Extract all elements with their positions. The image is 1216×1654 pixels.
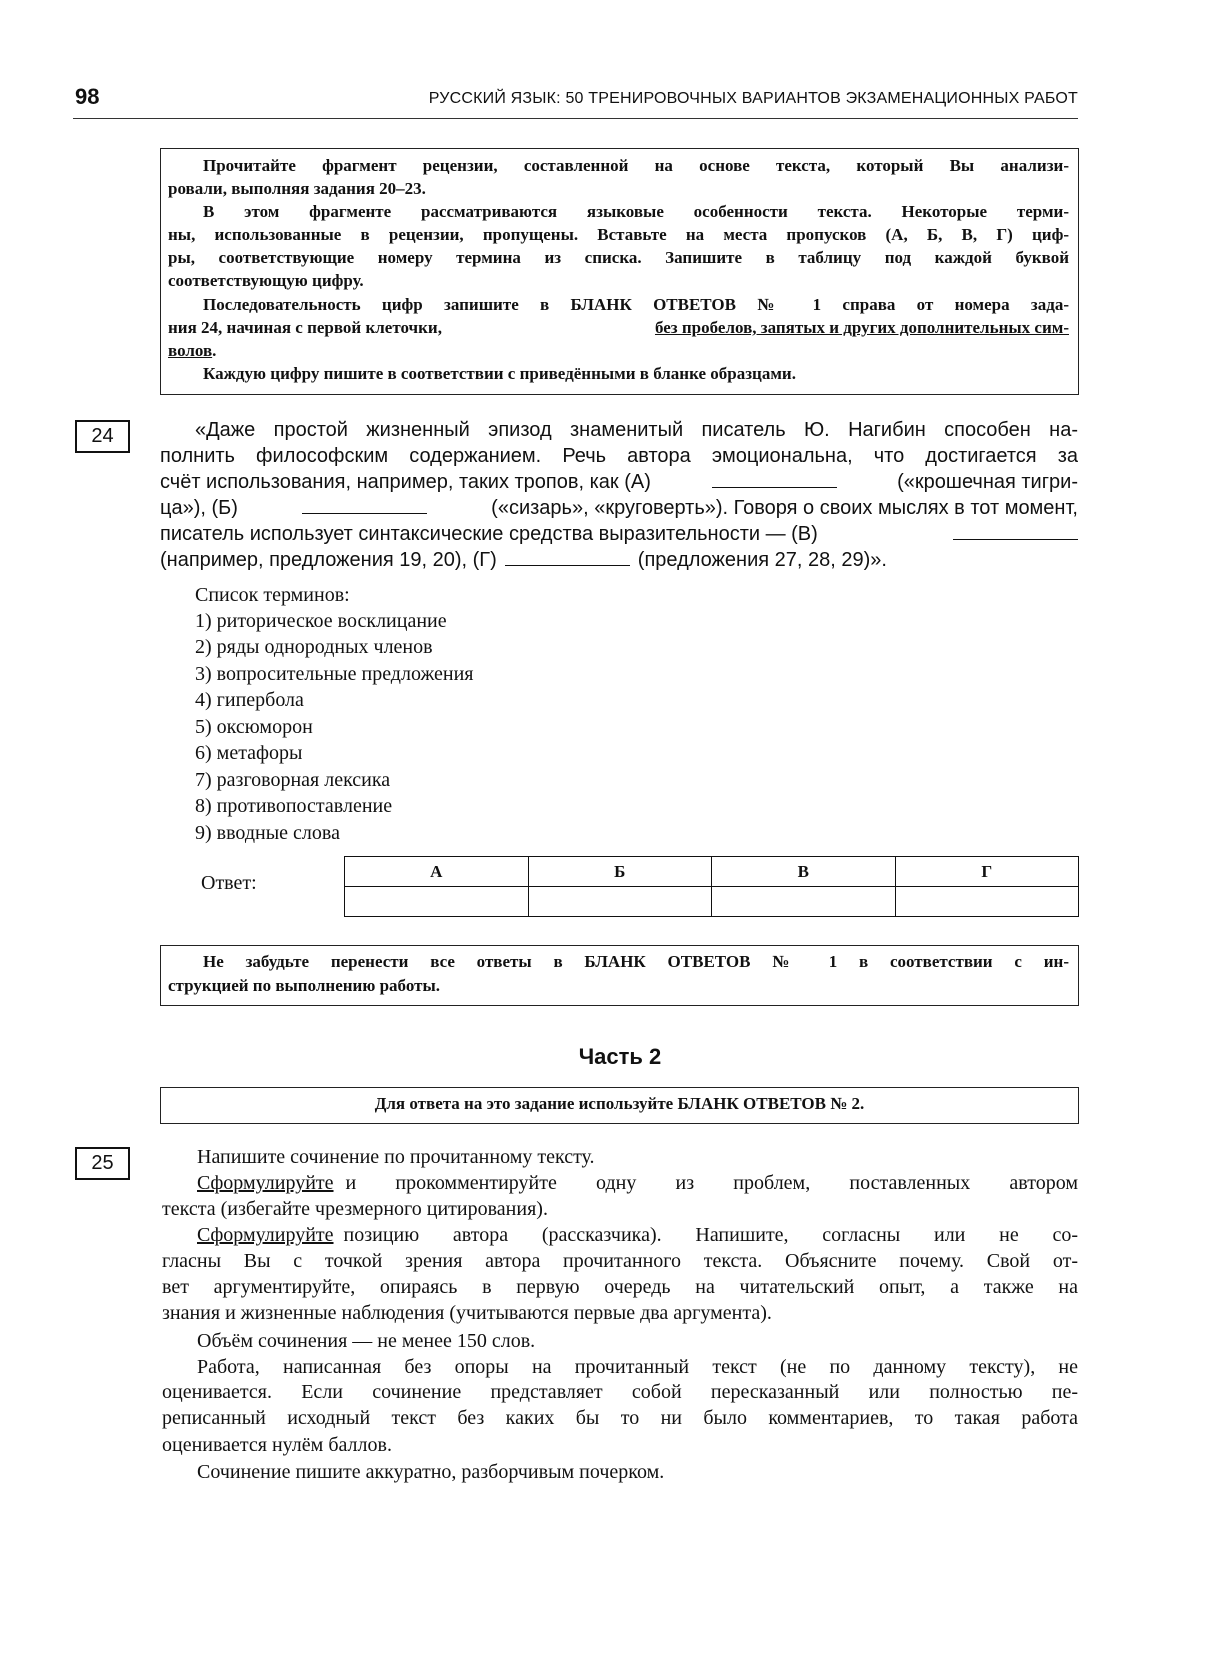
blank-a xyxy=(712,473,837,488)
text-line xyxy=(197,1172,1078,1195)
text-line: Работа, написанная без опоры на прочитанный текст (не по данному тексту), не xyxy=(197,1356,1078,1378)
instr-line: Прочитайте фрагмент рецензии, составленной на основе текста, который Вы анализи- xyxy=(203,156,1069,175)
instr-underlined: волов xyxy=(168,341,213,360)
answer-col-a: А xyxy=(345,857,529,887)
answer-header-row xyxy=(345,857,1079,887)
text-line xyxy=(160,471,1078,494)
text-part: и прокомментируйте одну из проблем, поставленных автором xyxy=(345,1172,1078,1194)
answer-cell-g[interactable] xyxy=(895,887,1079,917)
term-item: 1) риторическое восклицание xyxy=(195,610,447,632)
answer-input-row xyxy=(345,887,1079,917)
part2-instruction: Для ответа на это задание используйте БЛАНК ОТВЕТОВ № 2. xyxy=(374,1094,865,1113)
text-part: (предложения 27, 28, 29)». xyxy=(637,549,887,571)
part-title: Часть 2 xyxy=(578,1044,662,1069)
answer-cell-b[interactable] xyxy=(528,887,712,917)
text-line xyxy=(197,1224,1078,1247)
instr-text: ния 24, начиная с первой клеточки, xyxy=(168,318,442,337)
text-line: Напишите сочинение по прочитанному тексту. xyxy=(197,1146,595,1168)
instr-line: Последовательность цифр запишите в БЛАНК ОТВЕТОВ № 1 справа от номера зада- xyxy=(203,295,1069,314)
instr-line: ны, использованные в рецензии, пропущены. Вставьте на места пропусков (А, Б, В, Г) циф- xyxy=(168,225,1069,244)
term-item: 9) вводные слова xyxy=(195,822,340,844)
answer-col-v: В xyxy=(712,857,896,887)
text-line: Сочинение пишите аккуратно, разборчивым почерком. xyxy=(197,1461,665,1483)
blank-g xyxy=(505,551,630,566)
instr-underlined: без пробелов, запятых и других дополнительных сим- xyxy=(654,318,1069,337)
answer-col-b: Б xyxy=(528,857,712,887)
text-part: ца»), (Б) xyxy=(160,497,238,519)
text-line xyxy=(160,497,1078,520)
text-part: (например, предложения 19, 20), (Г) xyxy=(160,549,497,571)
instr-line xyxy=(168,341,216,361)
text-line: оценивается. Если сочинение представляет собой пересказанный или полностью пе- xyxy=(162,1381,1078,1403)
running-header: РУССКИЙ ЯЗЫК: 50 ТРЕНИРОВОЧНЫХ ВАРИАНТОВ ЭКЗАМЕНАЦИОННЫХ РАБОТ xyxy=(428,90,1078,107)
instr-line: ровали, выполняя задания 20–23. xyxy=(168,179,426,198)
underlined-word: Сформулируйте xyxy=(197,1224,334,1246)
text-line: гласны Вы с точкой зрения автора прочитанного текста. Объясните почему. Свой от- xyxy=(162,1250,1078,1272)
text-line: текста (избегайте чрезмерного цитирования). xyxy=(162,1198,548,1220)
text-part: писатель использует синтаксические средства выразительности — (В) xyxy=(160,523,818,545)
instr-line xyxy=(168,318,1069,338)
header-rule xyxy=(73,118,1078,119)
term-item: 6) метафоры xyxy=(195,742,303,764)
text-line: Объём сочинения — не менее 150 слов. xyxy=(197,1330,536,1352)
text-part: счёт использования, например, таких тропов, как (А) xyxy=(160,471,651,493)
answer-col-g: Г xyxy=(895,857,1079,887)
terms-title: Список терминов: xyxy=(195,584,350,606)
term-item: 4) гипербола xyxy=(195,689,304,711)
instr-line: Каждую цифру пишите в соответствии с приведёнными в бланке образцами. xyxy=(203,364,796,383)
text-line: оценивается нулём баллов. xyxy=(162,1434,392,1456)
term-item: 3) вопросительные предложения xyxy=(195,663,474,685)
text-line: «Даже простой жизненный эпизод знаменитый писатель Ю. Нагибин способен на- xyxy=(195,419,1078,441)
blank-b xyxy=(302,499,427,514)
text-part: («крошечная тигри- xyxy=(897,471,1078,493)
text-line: полнить философским содержанием. Речь автора эмоциональна, что достигается за xyxy=(160,445,1078,467)
term-item: 7) разговорная лексика xyxy=(195,769,391,791)
instr-line: соответствующую цифру. xyxy=(168,271,364,290)
instr-line: ры, соответствующие номеру термина из списка. Запишите в таблицу под каждой буквой xyxy=(168,248,1069,267)
text-line: вет аргументируйте, опираясь в первую очередь на читательский опыт, а также на xyxy=(162,1276,1078,1298)
term-item: 5) оксюморон xyxy=(195,716,313,738)
blank-v xyxy=(953,525,1078,540)
answer-cell-v[interactable] xyxy=(712,887,896,917)
answer-table xyxy=(344,856,1079,917)
task-number-24: 24 xyxy=(75,420,130,453)
instr-line: В этом фрагменте рассматриваются языковые особенности текста. Некоторые терми- xyxy=(203,202,1069,221)
text-part: позицию автора (рассказчика). Напишите, согласны или не со- xyxy=(343,1224,1078,1246)
reminder-line: струкцией по выполнению работы. xyxy=(168,976,440,995)
instr-text: . xyxy=(212,341,217,360)
text-line xyxy=(160,549,887,572)
reminder-line: Не забудьте перенести все ответы в БЛАНК ОТВЕТОВ № 1 в соответствии с ин- xyxy=(203,952,1069,971)
text-line: реписанный исходный текст без каких бы то ни было комментариев, то такая работа xyxy=(162,1407,1078,1429)
page-number: 98 xyxy=(75,84,100,109)
text-line xyxy=(160,523,1078,546)
answer-cell-a[interactable] xyxy=(345,887,529,917)
term-item: 2) ряды однородных членов xyxy=(195,636,433,658)
term-item: 8) противопоставление xyxy=(195,795,393,817)
task-number-25: 25 xyxy=(75,1147,130,1180)
answer-label: Ответ: xyxy=(201,872,257,894)
text-part: («сизарь», «круговерть»). Говоря о своих мыслях в тот момент, xyxy=(491,497,1078,519)
underlined-word: Сформулируйте xyxy=(197,1172,334,1194)
text-line: знания и жизненные наблюдения (учитываются первые два аргумента). xyxy=(162,1302,772,1324)
